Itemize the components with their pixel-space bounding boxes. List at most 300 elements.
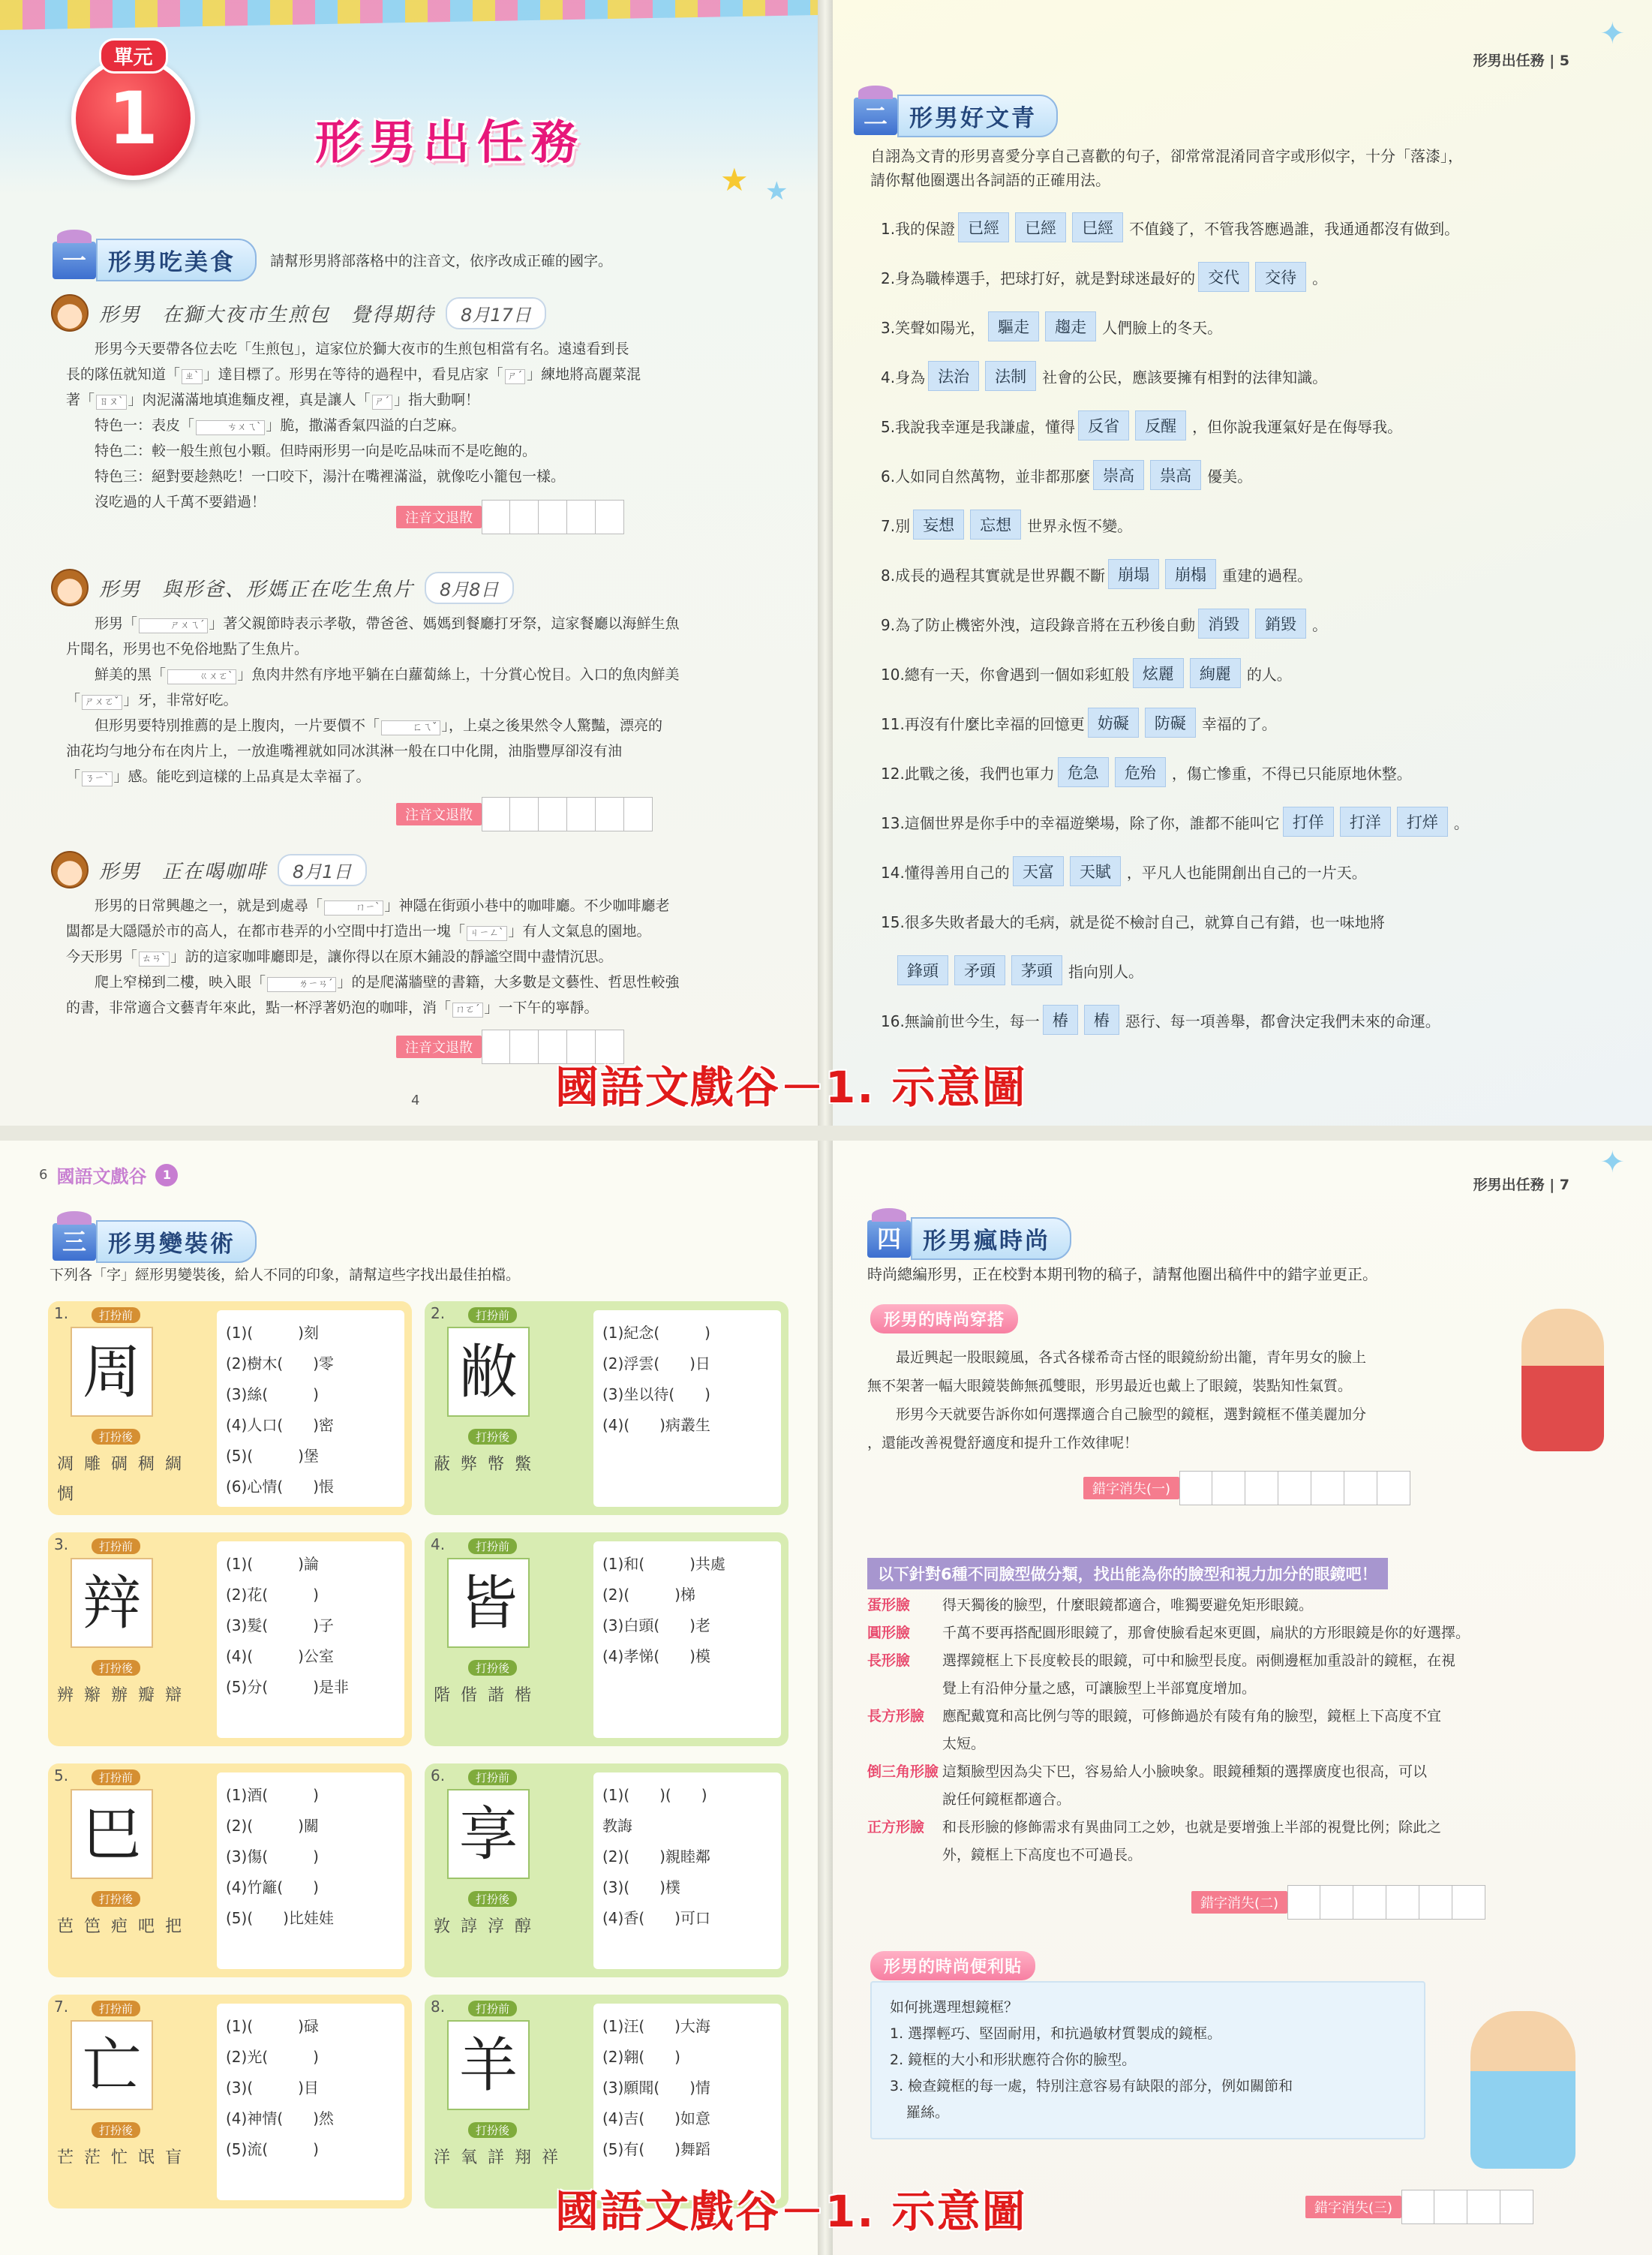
- option-character: 偕: [461, 1686, 488, 1705]
- zhuyin-hint: ㄘㄨㄟˋ: [196, 420, 265, 435]
- fill-in-item[interactable]: (2)樹木( )零: [226, 1355, 334, 1373]
- fill-in-item[interactable]: (4)人口( )密: [226, 1416, 334, 1434]
- fill-in-item[interactable]: (4)竹籬( ): [226, 1878, 319, 1896]
- fill-in-list: [593, 1541, 781, 1738]
- text-line: 但形男要特別推薦的是上腹肉，一片要價不「 ㄈㄟˇ 」，上桌之後果然令人驚豔，漂亮的: [95, 717, 663, 734]
- face-type-text: 這類臉型因為尖下巴，容易給人小臉映象。眼鏡種類的選擇廣度也很高，可以: [942, 1763, 1428, 1780]
- answer-option[interactable]: 天賦: [1070, 856, 1121, 886]
- answer-option[interactable]: 忘想: [970, 510, 1021, 540]
- fill-in-item[interactable]: (2)( )梯: [602, 1586, 695, 1604]
- tip-item: 羅絲。: [906, 2104, 950, 2121]
- face-type-label: 圓形臉: [867, 1625, 911, 1641]
- zhuyin-hint: ㄍㄨㄛˋ: [167, 669, 236, 684]
- answer-option[interactable]: 妄想: [913, 510, 964, 540]
- fill-in-list: [217, 2004, 404, 2200]
- page-5: [833, 0, 1652, 1126]
- text-line: 形男的日常興趣之一，就是到處尋「 ㄇㄧˋ 」神隱在街頭小巷中的咖啡廳。不少咖啡廳老: [95, 897, 670, 914]
- before-label: 打扮前: [92, 1307, 140, 1323]
- answer-box[interactable]: [1401, 2190, 1434, 2224]
- question-item: [881, 599, 1631, 648]
- text-line: 形男「 ㄕㄨㄟˊ 」著父親節時表示孝敬，帶爸爸、媽媽到餐廳打牙祭，這家餐廳以海鮮生魚: [95, 615, 680, 632]
- base-character: 亡: [71, 2020, 153, 2110]
- section-number: 二: [854, 98, 897, 135]
- base-character: 巴: [71, 1789, 153, 1879]
- page-6: [0, 1141, 818, 2255]
- question-item: [881, 995, 1631, 1045]
- character-with-glasses-illustration: [1470, 2011, 1575, 2169]
- fill-in-item[interactable]: (3)坐以待( ): [602, 1385, 710, 1403]
- answer-option[interactable]: 椿: [1043, 1005, 1078, 1035]
- unit-number: 1: [108, 77, 158, 161]
- question-text: ，平凡人也能開創出自己的一片天。: [1126, 863, 1367, 882]
- answer-box[interactable]: [482, 797, 510, 831]
- fill-in-item[interactable]: (4)吉( )如意: [602, 2109, 710, 2127]
- answer-box[interactable]: [1311, 1471, 1344, 1505]
- option-character: 辨: [57, 1686, 85, 1705]
- fill-in-item[interactable]: (5)( )堡: [226, 1447, 319, 1465]
- before-label: 打扮前: [92, 1769, 140, 1785]
- star-icon-2: ★: [765, 176, 788, 206]
- fill-in-item[interactable]: (2)( )親睦鄰: [602, 1848, 710, 1866]
- answer-option[interactable]: 已經: [958, 212, 1009, 242]
- option-character: 綢: [165, 1455, 193, 1474]
- face-type-text: 得天獨後的臉型，什麼眼鏡都適合，唯獨要避免矩形眼鏡。: [942, 1597, 1314, 1613]
- tip-item: 2. 鏡框的大小和形狀應符合你的臉型。: [890, 2052, 1137, 2068]
- option-character: 忙: [111, 2148, 139, 2167]
- question-text: 指向別人。: [1068, 962, 1143, 981]
- fill-in-item[interactable]: (4)( )病叢生: [602, 1416, 710, 1434]
- face-type-text: 和長形臉的修飾需求有異曲同工之妙，也就是要增強上半部的視覺比例；除此之: [942, 1819, 1442, 1836]
- answer-option[interactable]: 已經: [1015, 212, 1066, 242]
- fill-in-item[interactable]: (3)絲( ): [226, 1385, 319, 1403]
- option-character: 盲: [165, 2148, 193, 2167]
- after-label: 打扮後: [92, 1660, 140, 1676]
- fill-in-item[interactable]: (5)有( )舞蹈: [602, 2140, 710, 2158]
- fill-in-item[interactable]: (2)光( ): [226, 2048, 319, 2066]
- base-character: 敝: [447, 1327, 530, 1417]
- section-intro: 下列各「字」經形男變裝後，給人不同的印象，請幫這些字找出最佳拍檔。: [50, 1267, 521, 1283]
- answer-option[interactable]: 銷毀: [1255, 609, 1306, 639]
- question-text: 人們臉上的冬天。: [1102, 318, 1223, 337]
- fix-label: 注音文退散: [396, 1036, 482, 1058]
- option-character: 敦: [434, 1917, 461, 1936]
- fill-in-item[interactable]: (4)香( )可口: [602, 1909, 710, 1927]
- option-characters: [57, 2143, 207, 2173]
- section-title: 形男好文青: [897, 95, 1058, 137]
- answer-option[interactable]: 法制: [985, 361, 1036, 391]
- answer-option[interactable]: 防礙: [1145, 708, 1196, 738]
- text-line: 片聞名，形男也不免俗地點了生魚片。: [66, 641, 309, 657]
- section-title: 形男吃美食: [96, 239, 257, 281]
- face-type-row: [867, 1815, 1625, 1842]
- face-type-text: 應配戴寬和高比例勻等的眼鏡，可修飾過於有陵有角的臉型，鏡框上下高度不宜: [942, 1708, 1442, 1724]
- intro-line: 自詡為文青的形男喜愛分享自己喜歡的句子，卻常常混淆同音字或形似字，十分「落漆」，: [870, 147, 1463, 165]
- option-character: 翔: [515, 2148, 542, 2167]
- base-character: 享: [447, 1789, 530, 1879]
- page-number: 4: [411, 1093, 420, 1108]
- spread-divider: [0, 1126, 1652, 1141]
- answer-option[interactable]: 趨走: [1045, 311, 1096, 341]
- option-character: 楷: [515, 1686, 542, 1705]
- intro-line: 請你幫他圈選出各詞語的正確用法。: [870, 171, 1110, 189]
- fill-in-item[interactable]: (1)和( )共處: [602, 1555, 725, 1573]
- fix-answer-row-2: [1191, 1885, 1485, 1920]
- answer-option[interactable]: 天富: [1013, 856, 1064, 886]
- question-item: [881, 797, 1631, 846]
- answer-option[interactable]: 炫麗: [1133, 658, 1184, 688]
- star-icon: ★: [720, 161, 749, 198]
- face-type-row: [867, 1731, 1625, 1759]
- diary-header: [51, 851, 786, 888]
- face-type-row: [867, 1759, 1625, 1787]
- text-line: 爬上窄梯到二樓，映入眼「 ㄌㄧㄢˊ 」的是爬滿牆壁的書籍，大多數是文藝性、哲思性較強: [95, 974, 680, 991]
- option-character: 蔽: [434, 1455, 461, 1474]
- fill-in-item[interactable]: (3)( )目: [226, 2079, 319, 2097]
- avatar: [51, 294, 89, 332]
- fill-in-item[interactable]: (2)( )關: [226, 1817, 319, 1835]
- question-text: 11.再沒有什麼比幸福的回憶更: [881, 714, 1085, 733]
- answer-box[interactable]: [510, 500, 539, 534]
- tip-item: 3. 檢查鏡框的每一處，特別注意容易有缺限的部分，例如關節和: [890, 2078, 1293, 2094]
- question-text: 2.身為職棒選手，把球打好，就是對球迷最好的: [881, 269, 1196, 287]
- option-character: 鱉: [515, 1455, 542, 1474]
- question-item: [881, 747, 1631, 797]
- answer-option[interactable]: 打洋: [1340, 807, 1391, 837]
- answer-box[interactable]: [510, 797, 539, 831]
- question-item: [881, 648, 1631, 698]
- question-text: 16.無論前世今生，每一: [881, 1012, 1040, 1030]
- answer-option[interactable]: 崩榻: [1165, 559, 1216, 589]
- answer-option[interactable]: 樁: [1084, 1005, 1119, 1035]
- fix-label: 錯字消失(三): [1305, 2196, 1401, 2218]
- fill-in-item[interactable]: (1)紀念( ): [602, 1324, 710, 1342]
- fix-label: 錯字消失(一): [1083, 1477, 1179, 1499]
- question-text: 社會的公民，應該要擁有相對的法律知識。: [1042, 368, 1328, 386]
- face-type-row: [867, 1620, 1625, 1648]
- zhuyin-hint: ㄇㄛˊ: [452, 1003, 483, 1018]
- article-text: [867, 1343, 1527, 1457]
- answer-box[interactable]: [1353, 1885, 1386, 1920]
- option-character: 凋: [57, 1455, 85, 1474]
- fill-in-item[interactable]: (1)酒( ): [226, 1786, 319, 1804]
- fill-in-item[interactable]: (5)( )比娃娃: [226, 1909, 334, 1927]
- face-type-label: 長方形臉: [867, 1708, 925, 1724]
- face-type-list: [867, 1592, 1625, 1870]
- fill-in-item[interactable]: (3)願聞( )情: [602, 2079, 710, 2097]
- option-character: 諄: [461, 1917, 488, 1936]
- text-line: 特色三：絕對要趁熱吃！一口咬下，湯汁在嘴裡滿溢，就像吃小籠包一樣。: [95, 468, 566, 485]
- card-number: 1.: [54, 1304, 69, 1322]
- answer-box[interactable]: [624, 797, 653, 831]
- question-item: [881, 252, 1631, 302]
- face-type-text: 千萬不要再搭配圓形眼鏡了，那會使臉看起來更圓，扁狀的方形眼鏡是你的好選擇。: [942, 1625, 1470, 1641]
- option-characters: [434, 1681, 584, 1711]
- option-character: 醇: [515, 1917, 542, 1936]
- fill-in-item[interactable]: 教誨: [602, 1817, 632, 1835]
- answer-option[interactable]: 崇高: [1093, 460, 1144, 490]
- face-type-row: [867, 1787, 1625, 1815]
- zhuyin-hint: ㄕˊ: [505, 369, 526, 384]
- base-character: 皆: [447, 1558, 530, 1648]
- face-type-label: [867, 1731, 942, 1759]
- fill-in-item[interactable]: (6)心情( )悵: [226, 1478, 334, 1496]
- fill-in-list: [593, 1772, 781, 1969]
- base-character: 羊: [447, 2020, 530, 2110]
- answer-box[interactable]: [1344, 1471, 1377, 1505]
- option-characters: [434, 1450, 584, 1480]
- fill-in-item[interactable]: (2)花( ): [226, 1586, 319, 1604]
- before-label: 打扮前: [468, 1769, 517, 1785]
- option-character: 碉: [111, 1455, 139, 1474]
- answer-option[interactable]: 交代: [1198, 262, 1249, 292]
- question-item: [881, 846, 1631, 896]
- option-character: 弊: [461, 1455, 488, 1474]
- fill-in-item[interactable]: (1)汪( )大海: [602, 2017, 710, 2035]
- fill-in-list: [217, 1541, 404, 1738]
- text-line: 鮮美的黑「 ㄍㄨㄛˋ 」魚肉井然有序地平躺在白蘿蔔絲上，十分賞心悅目。入口的魚肉鮮美: [95, 666, 680, 683]
- face-type-text: 選擇鏡框上下長度較長的眼鏡，可中和臉型長度。兩側邊框加重設計的鏡框，在視: [942, 1652, 1456, 1669]
- question-text: 的人。: [1246, 665, 1292, 684]
- face-type-text: 覺上有沿伸分量之感，可讓臉型上半部寬度增加。: [942, 1680, 1257, 1697]
- diary-status: 形男 與形爸、形媽正在吃生魚片: [99, 578, 415, 601]
- answer-box[interactable]: [1245, 1471, 1278, 1505]
- answer-box[interactable]: [539, 500, 567, 534]
- question-item: [881, 549, 1631, 599]
- article-line: 無不架著一幅大眼鏡裝飾無孤雙眼，形男最近也戴上了眼鏡，裝點知性氣質。: [867, 1378, 1353, 1394]
- article-line: ，還能改善視覺舒適度和提升工作效律呢！: [867, 1435, 1139, 1451]
- instruction-bar: 以下針對6種不同臉型做分類，找出能為你的臉型和視力加分的眼鏡吧！: [867, 1558, 1388, 1589]
- char-card: [48, 1532, 412, 1746]
- answer-option[interactable]: 妨礙: [1088, 708, 1139, 738]
- question-text: 10.總有一天，你會遇到一個如彩虹般: [881, 665, 1130, 684]
- answer-box[interactable]: [1467, 2190, 1500, 2224]
- question-text: 惡行、每一項善舉，都會決定我們未來的命運。: [1125, 1012, 1440, 1030]
- diary-date: 8月1日: [278, 854, 367, 886]
- diary-text: [51, 893, 786, 1021]
- answer-option[interactable]: 祟高: [1150, 460, 1201, 490]
- option-character: 淳: [488, 1917, 515, 1936]
- fill-in-item[interactable]: (3)白頭( )老: [602, 1616, 710, 1634]
- unit-badge: [71, 47, 195, 180]
- face-type-row: [867, 1703, 1625, 1731]
- section-2-header: [854, 95, 1058, 137]
- question-text: 8.成長的過程其實就是世界觀不斷: [881, 566, 1106, 585]
- face-type-row: [867, 1648, 1625, 1676]
- fill-in-item[interactable]: (1)( )( ): [602, 1786, 707, 1804]
- section-desc: 時尚總編形男，正在校對本期刊物的稿子，請幫他圈出稿件中的錯字並更正。: [867, 1265, 1377, 1283]
- question-text: 幸福的了。: [1201, 714, 1277, 733]
- fill-in-item[interactable]: (4)( )公室: [226, 1647, 334, 1665]
- zhuyin-hint: ㄋㄧˋ: [82, 771, 113, 786]
- section-desc: 請幫形男將部落格中的注音文，依序改成正確的國字。: [270, 253, 613, 269]
- fix-label: 注音文退散: [396, 506, 482, 528]
- diary-header: [51, 294, 786, 332]
- char-card: [48, 1301, 412, 1515]
- diary-entry-2: [51, 569, 786, 789]
- zhuyin-hint: ㄊㄢˋ: [139, 952, 170, 967]
- zhuyin-hint: ㄖㄡˋ: [96, 395, 127, 410]
- fill-in-item[interactable]: (5)流( ): [226, 2140, 319, 2158]
- text-line: 長的隊伍就知道「 ㄓˋ 」達目標了。形男在等待的過程中，看見店家「 ㄕˊ 」練地將高麗菜混: [66, 366, 641, 383]
- answer-option[interactable]: 茅頭: [1011, 955, 1062, 985]
- zhuyin-hint: ㄇㄧˋ: [324, 900, 383, 916]
- answer-box[interactable]: [482, 1030, 510, 1064]
- fill-in-item[interactable]: (4)神情( )然: [226, 2109, 334, 2127]
- base-character: 辡: [71, 1558, 153, 1648]
- char-card: [48, 1763, 412, 1977]
- zhuyin-hint: ㄐㄧㄥˋ: [467, 926, 507, 941]
- section-4-header: [867, 1217, 1071, 1260]
- section-number: 四: [867, 1220, 911, 1258]
- answer-option[interactable]: 法治: [928, 361, 979, 391]
- option-character: 瓣: [138, 1686, 166, 1705]
- option-character: 洋: [434, 2148, 461, 2167]
- face-type-label: 正方形臉: [867, 1819, 925, 1836]
- fix-answer-row-1: [396, 500, 624, 534]
- card-number: 7.: [54, 1998, 69, 2016]
- answer-option[interactable]: 驅走: [988, 311, 1039, 341]
- option-character: 疤: [111, 1917, 139, 1936]
- page-7: [833, 1141, 1652, 2255]
- char-card: [425, 1301, 788, 1515]
- answer-box[interactable]: [1452, 1885, 1485, 1920]
- option-characters: [57, 1450, 207, 1510]
- option-character: 諧: [488, 1686, 515, 1705]
- text-line: 特色一：表皮「 ㄘㄨㄟˋ 」脆，撒滿香氣四溢的白芝麻。: [95, 417, 466, 434]
- option-characters: [434, 2143, 584, 2173]
- answer-option[interactable]: 交待: [1255, 262, 1306, 292]
- fill-in-item[interactable]: (1)( )碌: [226, 2017, 319, 2035]
- question-text: 5.我說我幸運是我謙虛，懂得: [881, 417, 1076, 436]
- fill-in-item[interactable]: (3)髮( )子: [226, 1616, 334, 1634]
- question-text: 15.很多失敗者最大的毛病，就是從不檢討自己，就算自己有錯，也一味地將: [881, 913, 1385, 931]
- option-character: 辯: [165, 1686, 193, 1705]
- topic-tag-tips: 形男的時尚便利貼: [870, 1951, 1035, 1980]
- zhuyin-hint: ㄕㄨㄟˊ: [139, 618, 208, 633]
- answer-box[interactable]: [596, 797, 624, 831]
- answer-box[interactable]: [1500, 2190, 1533, 2224]
- answer-box[interactable]: [1377, 1471, 1410, 1505]
- fix-answer-row-1: [1083, 1471, 1410, 1505]
- before-label: 打扮前: [92, 2001, 140, 2016]
- answer-box[interactable]: [1320, 1885, 1353, 1920]
- question-text: ，但你說我運氣好是在侮辱我。: [1192, 417, 1403, 436]
- answer-option[interactable]: 打烊: [1397, 807, 1448, 837]
- section-number: 三: [53, 1223, 96, 1261]
- diary-text: [51, 611, 786, 789]
- answer-option[interactable]: 打佯: [1283, 807, 1334, 837]
- page-number: 6: [39, 1167, 48, 1183]
- fill-in-item[interactable]: (3)傷( ): [226, 1848, 319, 1866]
- answer-option[interactable]: 鋒頭: [897, 955, 948, 985]
- answer-box[interactable]: [539, 797, 567, 831]
- text-line: 形男今天要帶各位去吃「生煎包」，這家位於獅大夜市的生煎包相當有名。遠遠看到長: [95, 341, 629, 357]
- fix-answer-row-3: [1305, 2190, 1533, 2224]
- fill-in-item[interactable]: (3)( )樸: [602, 1878, 680, 1896]
- running-header: 形男出任務 | 5: [1473, 53, 1569, 69]
- fill-in-item[interactable]: (4)孝悌( )模: [602, 1647, 710, 1665]
- fix-label: 注音文退散: [396, 803, 482, 825]
- fill-in-item[interactable]: (2)浮雲( )日: [602, 1355, 710, 1373]
- answer-box[interactable]: [1287, 1885, 1320, 1920]
- before-label: 打扮前: [468, 1538, 517, 1554]
- zhuyin-hint: ㄓˋ: [182, 369, 203, 384]
- answer-box[interactable]: [1386, 1885, 1419, 1920]
- text-line: 今天形男「 ㄊㄢˋ 」訪的這家咖啡廳即是，讓你得以在原木鋪設的靜謐空間中盡情沉思。: [66, 949, 613, 965]
- after-label: 打扮後: [468, 1660, 517, 1676]
- section-3-header: [53, 1220, 257, 1263]
- answer-box[interactable]: [1278, 1471, 1311, 1505]
- fill-in-item[interactable]: (1)( )論: [226, 1555, 319, 1573]
- tips-note: [870, 1981, 1425, 2139]
- face-type-label: 蛋形臉: [867, 1597, 911, 1613]
- answer-option[interactable]: 危殆: [1115, 757, 1166, 787]
- answer-option[interactable]: 反省: [1078, 410, 1129, 440]
- fill-in-item[interactable]: (1)( )刻: [226, 1324, 319, 1342]
- answer-box[interactable]: [1434, 2190, 1467, 2224]
- diary-date: 8月17日: [446, 297, 546, 329]
- answer-box[interactable]: [510, 1030, 539, 1064]
- fill-in-item[interactable]: (2)翱( ): [602, 2048, 680, 2066]
- fill-in-item[interactable]: (5)分( )是非: [226, 1678, 349, 1696]
- answer-option[interactable]: 反醒: [1135, 410, 1186, 440]
- question-item: [881, 450, 1631, 500]
- answer-option[interactable]: 絢麗: [1190, 658, 1241, 688]
- answer-option[interactable]: 矛頭: [954, 955, 1005, 985]
- diary-text: [51, 336, 786, 515]
- answer-box[interactable]: [596, 500, 624, 534]
- answer-box[interactable]: [1212, 1471, 1245, 1505]
- answer-option[interactable]: 危急: [1058, 757, 1109, 787]
- tip-item: 1. 選擇輕巧、堅固耐用，和抗過敏材質製成的鏡框。: [890, 2025, 1222, 2042]
- answer-box[interactable]: [567, 500, 596, 534]
- running-header: 形男出任務 | 7: [1473, 1177, 1569, 1193]
- answer-option[interactable]: 崩塌: [1108, 559, 1159, 589]
- tip-title: 如何挑選理想鏡框？: [890, 1999, 1019, 2016]
- after-label: 打扮後: [468, 2122, 517, 2138]
- after-label: 打扮後: [92, 1429, 140, 1445]
- answer-box[interactable]: [567, 797, 596, 831]
- text-line: 著「 ㄖㄡˋ 」肉泥滿滿地填進麵皮裡，真是讓人「 ㄕˊ 」指大動啊！: [66, 392, 480, 408]
- volume-badge: 1: [155, 1164, 178, 1186]
- fix-label: 錯字消失(二): [1191, 1891, 1287, 1914]
- fix-answer-row-2: [396, 797, 653, 831]
- avatar: [51, 569, 89, 606]
- zhuyin-hint: ㄕˊ: [372, 395, 393, 410]
- face-type-row: [867, 1842, 1625, 1870]
- option-characters: [434, 1912, 584, 1942]
- sparkle-icon: ✦: [1599, 1145, 1625, 1180]
- article-line: 形男今天就要告訴你如何選擇適合自己臉型的鏡框，選對鏡框不僅美麗加分: [896, 1406, 1367, 1423]
- answer-box[interactable]: [1179, 1471, 1212, 1505]
- page-4: [0, 0, 818, 1126]
- section-title: 形男變裝術: [96, 1220, 257, 1263]
- answer-box[interactable]: [482, 500, 510, 534]
- section-title: 形男瘋時尚: [911, 1217, 1071, 1260]
- question-text: 4.身為: [881, 368, 926, 386]
- sparkle-icon: ✦: [1599, 17, 1625, 51]
- answer-option[interactable]: 消毀: [1198, 609, 1249, 639]
- option-character: 氓: [138, 2148, 166, 2167]
- text-line: 油花均勻地分布在肉片上，一放進嘴裡就如同冰淇淋一般在口中化開，油脂豐厚卻沒有油: [66, 743, 623, 759]
- answer-box[interactable]: [1419, 1885, 1452, 1920]
- question-text: 6.人如同自然萬物，並非都那麼: [881, 467, 1091, 486]
- answer-option[interactable]: 巳經: [1072, 212, 1123, 242]
- option-character: 惆: [57, 1485, 85, 1504]
- text-line: 的書，非常適合文藝青年來此，點一杯浮著奶泡的咖啡，消「 ㄇㄛˊ 」一下午的寧靜。: [66, 1000, 599, 1016]
- unit-title: 形男出任務: [315, 115, 586, 170]
- face-type-label: [867, 1787, 942, 1815]
